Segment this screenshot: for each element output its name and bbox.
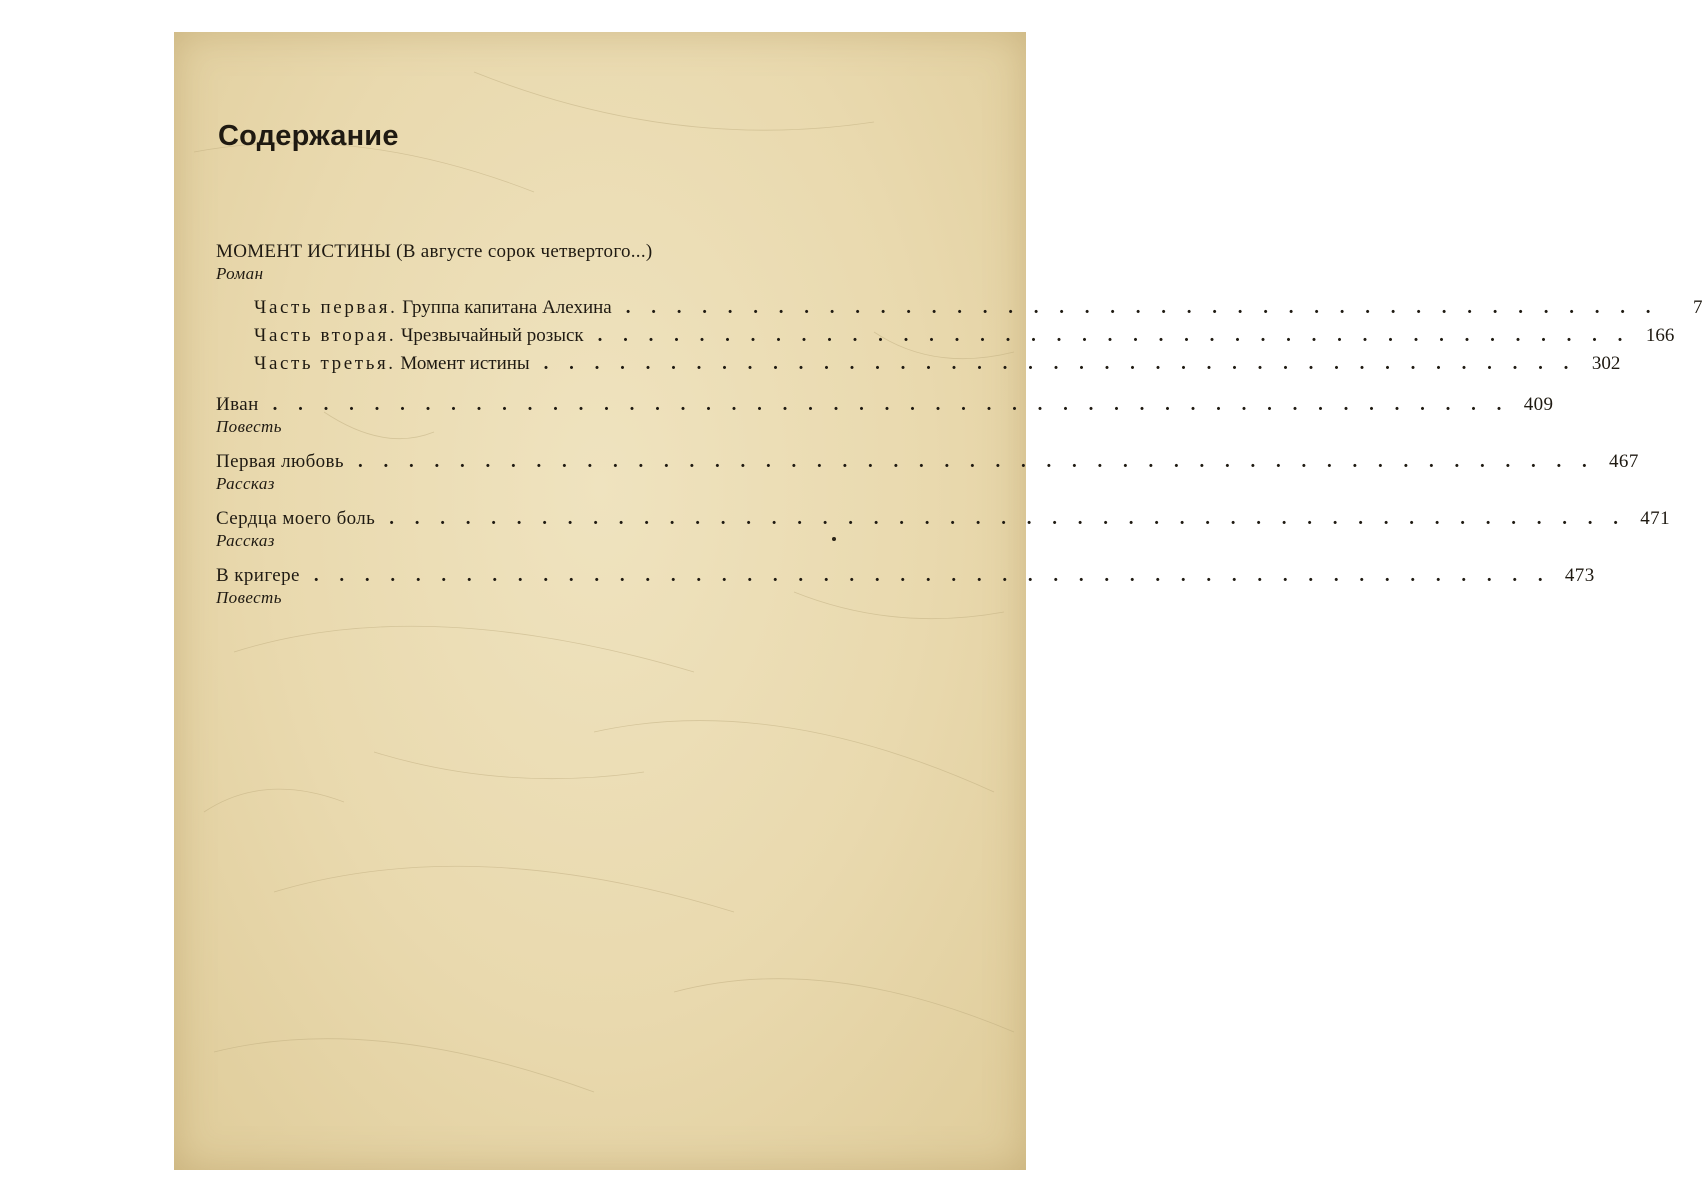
dot-leader: . . . . . . . . . . . . . . . . . . . . . . . . . . . . . . . . . . . . . . . . . . . . . . . . .: [272, 394, 1510, 415]
toc-entry-work: [216, 564, 1595, 608]
dot-leader: . . . . . . . . . . . . . . . . . . . . . . . . . . . . . . . . . . . . . . . . . . . . . . . . .: [389, 508, 1626, 529]
toc-part-row: [254, 294, 1702, 322]
work-title: Сердца моего боль: [216, 508, 376, 529]
part-name: Момент истины: [400, 353, 530, 374]
work-genre: Повесть: [216, 588, 282, 607]
toc-work-row: [216, 564, 1595, 588]
toc-entry-work: [216, 393, 1554, 437]
page-number: 409: [1523, 394, 1554, 415]
book-page: [174, 32, 1702, 1170]
work-genre: Повесть: [216, 417, 282, 436]
part-prefix: Часть первая.: [254, 297, 398, 318]
toc-work-row: [216, 507, 1670, 531]
dot-leader: . . . . . . . . . . . . . . . . . . . . . . . . . . . . . . . . . . . . . . . . .: [625, 297, 1659, 318]
part-prefix: Часть вторая.: [254, 325, 397, 346]
page-number: 7: [1692, 297, 1702, 318]
dot-leader: . . . . . . . . . . . . . . . . . . . . . . . . . . . . . . . . . . . . . . . . . . . . . . . . .: [357, 451, 1595, 472]
novel-title: МОМЕНТ ИСТИНЫ (В августе сорок четвертого...): [216, 241, 653, 262]
page-number: 473: [1564, 565, 1595, 586]
toc-entry-novel: [216, 240, 1702, 378]
part-name: Чрезвычайный розыск: [400, 325, 584, 346]
part-prefix: Часть третья.: [254, 353, 396, 374]
toc-work-row: [216, 450, 1639, 474]
toc-part-row: [254, 322, 1675, 350]
page-number: 467: [1609, 451, 1639, 472]
table-of-contents: [216, 240, 1702, 608]
novel-genre: Роман: [216, 264, 264, 283]
dot-leader: . . . . . . . . . . . . . . . . . . . . . . . . . . . . . . . . . . . . . . . . . . . . . . . . .: [313, 565, 1551, 586]
work-genre: Рассказ: [216, 474, 275, 493]
page-title: Содержание: [218, 120, 399, 152]
dot-leader: . . . . . . . . . . . . . . . . . . . . . . . . . . . . . . . . . . . . . . . . .: [597, 325, 1631, 346]
work-title: В кригере: [216, 565, 300, 586]
toc-entry-work: [216, 507, 1670, 551]
toc-part-row: [254, 350, 1621, 378]
work-title: Иван: [216, 394, 259, 415]
toc-work-row: [216, 393, 1554, 417]
part-name: Группа капитана Алехина: [402, 297, 612, 318]
page-number: 471: [1640, 508, 1670, 529]
novel-parts: [216, 294, 1702, 378]
page-number: 166: [1645, 325, 1675, 346]
page-number: 302: [1591, 353, 1621, 374]
dot-leader: . . . . . . . . . . . . . . . . . . . . . . . . . . . . . . . . . . . . . . . . .: [543, 353, 1577, 374]
ink-speck: [832, 537, 836, 541]
work-title: Первая любовь: [216, 451, 344, 472]
toc-entry-work: [216, 450, 1639, 494]
work-genre: Рассказ: [216, 531, 275, 550]
